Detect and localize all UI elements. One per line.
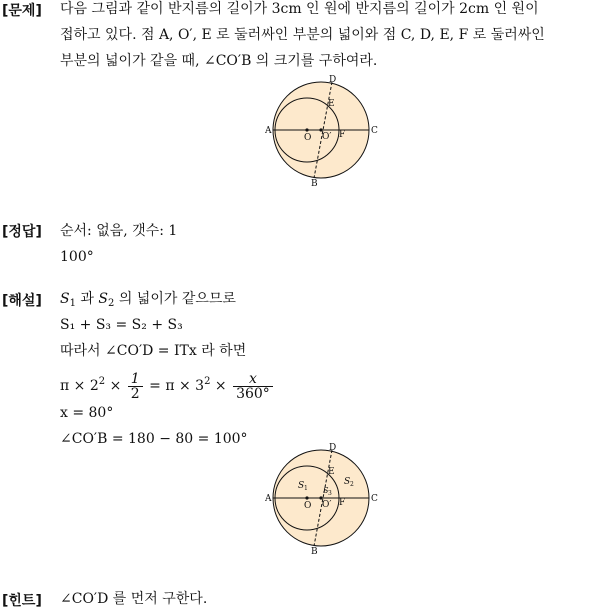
s1-subscript: 1 [69,298,76,309]
problem-label: [문제] [2,3,42,19]
s2-symbol: S [98,291,108,307]
answer-label: [정답] [2,224,42,240]
label-o-prime: O′ [322,132,332,142]
label-o: O [304,133,312,143]
fraction-2-numerator: x [233,372,273,387]
figure-1-diagram [265,72,385,188]
solution-line-4 [60,364,275,400]
region-s2-symbol: S [344,477,351,487]
equation-sup-2: 2 [204,376,211,387]
solution-label: [해설] [2,293,42,309]
problem-text [60,0,545,74]
problem-line-3: 부분의 넓이가 같을 때, ∠CO′B 의 크기를 구하여라. [60,53,378,69]
region-s2-subscript: 2 [350,481,354,488]
label-b: B [311,547,318,556]
region-s1-subscript: 1 [304,485,308,492]
solution-text [60,286,275,452]
hint-line: ∠CO′D 를 먼저 구한다. [60,591,208,607]
label-d: D [329,443,337,453]
fraction-one-half [128,372,143,401]
answer-line-1: 순서: 없음, 갯수: 1 [60,223,178,239]
label-b: B [311,179,318,188]
solution-line-2: S₁ + S₃ = S₂ + S₃ [60,317,183,333]
label-d: D [329,75,337,85]
answer-text [60,218,177,270]
label-a: A [265,126,272,136]
label-o: O [304,501,312,511]
solution-line-1-tail: 의 넓이가 같으므로 [114,291,236,307]
problem-line-2: 접하고 있다. 점 A, O′, E 로 둘러싸인 부분의 넓이와 점 C, D, E, F 로 둘러싸인 [60,27,545,43]
label-o-prime: O′ [322,500,332,510]
figure-2-diagram [265,440,385,556]
point-o [305,496,308,499]
equation-part-1: π × 2 [60,378,99,394]
equation-times-2: × [210,378,232,394]
solution-line-6: ∠CO′B = 180 − 80 = 100° [60,431,248,447]
problem-line-1: 다음 그림과 같이 반지름의 길이가 3cm 인 원에 반지름의 길이가 2cm 인 원이 [60,1,539,17]
region-s3-subscript: 3 [328,490,332,497]
region-s1-symbol: S [298,481,305,491]
solution-line-3: 따라서 ∠CO′D = ITx 라 하면 [60,343,247,359]
label-c: C [371,126,378,136]
solution-line-1-connector: 과 [75,291,99,307]
equation-sup-1: 2 [98,376,106,387]
region-s3-symbol: S [323,486,329,495]
label-f: F [339,130,346,140]
hint-text [60,586,207,612]
label-f: F [339,498,346,508]
fraction-1-numerator: 1 [128,372,143,387]
label-c: C [371,494,378,504]
fraction-2-denominator: 360° [236,385,270,402]
solution-line-1 [60,286,275,312]
s1-symbol: S [60,291,70,307]
answer-line-2: 100° [60,249,94,265]
solution-line-5: x = 80° [60,405,114,421]
equation-times: × [105,378,126,394]
fraction-x-over-360 [233,372,273,401]
label-e: E [328,467,335,477]
label-a: A [265,494,272,504]
hint-label: [힌트] [2,593,42,609]
label-e: E [328,99,335,109]
s2-subscript: 2 [108,298,115,309]
equation-part-2: = π × 3 [144,378,205,394]
fraction-1-denominator: 2 [130,385,140,402]
point-o [305,128,308,131]
